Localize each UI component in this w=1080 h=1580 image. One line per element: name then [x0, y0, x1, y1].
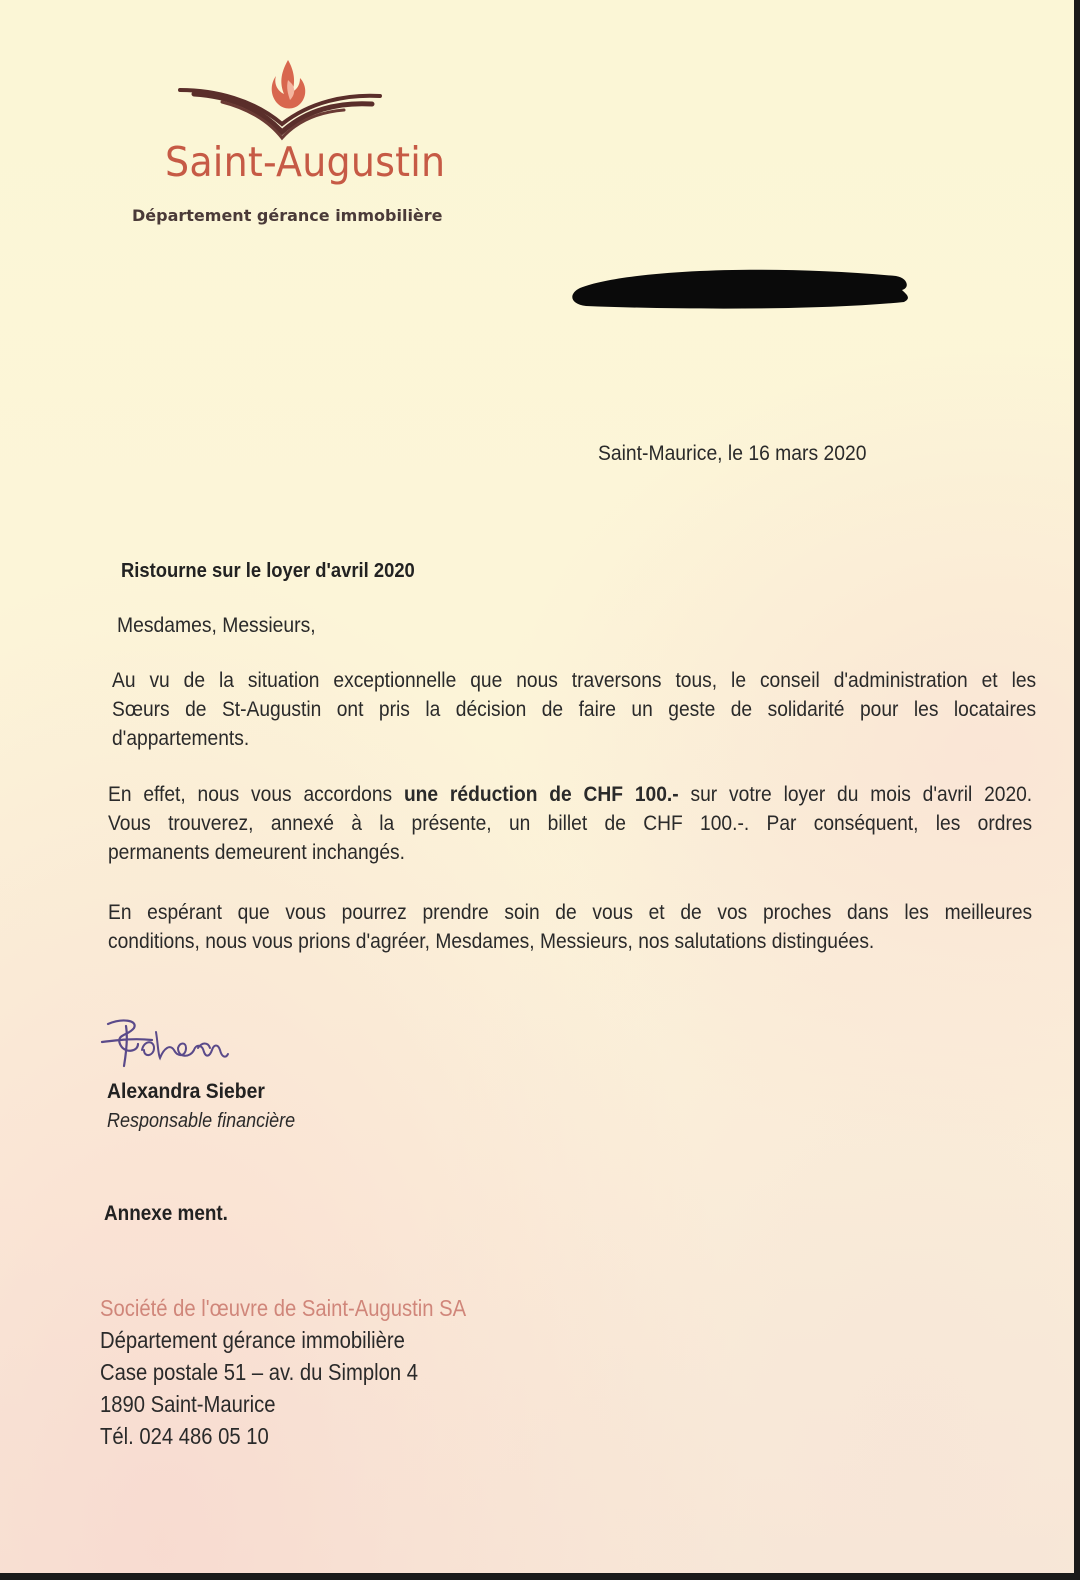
paragraph-3 — [108, 898, 1032, 956]
redacted-address — [566, 266, 912, 310]
annex-note: Annexe ment. — [104, 1202, 228, 1225]
footer-department: Département gérance immobilière — [100, 1327, 405, 1353]
signer-name: Alexandra Sieber — [107, 1080, 265, 1103]
paragraph-2-line-1-start: En effet, nous vous accordons — [108, 783, 404, 806]
footer-phone: Tél. 024 486 05 10 — [100, 1423, 269, 1449]
paragraph-3-line-1: En espérant que vous pourrez prendre soin de vous et de vos proches dans les meilleures — [108, 901, 1033, 924]
paragraph-1-line-1: Au vu de la situation exceptionnelle que nous traversons tous, le conseil d'administration et les — [112, 669, 1037, 692]
letter-subject: Ristourne sur le loyer d'avril 2020 — [121, 560, 415, 582]
brand-name: Saint-Augustin — [165, 138, 446, 186]
brand-department: Département gérance immobilière — [132, 206, 443, 225]
paragraph-1 — [112, 666, 1036, 753]
paragraph-2-line-2: Vous trouverez, annexé à la présente, un billet de CHF 100.-. Par conséquent, les ordres — [108, 812, 1033, 835]
paragraph-3-line-2: conditions, nous vous prions d'agréer, Mesdames, Messieurs, nos salutations distinguées. — [108, 930, 875, 953]
letter-date: Saint-Maurice, le 16 mars 2020 — [598, 442, 867, 465]
paragraph-2-line-3: permanents demeurent inchangés. — [108, 841, 405, 864]
paragraph-1-line-3: d'appartements. — [112, 727, 250, 750]
letter-greeting: Mesdames, Messieurs, — [117, 614, 316, 637]
handwritten-signature — [98, 1014, 244, 1072]
footer-address — [100, 1292, 466, 1452]
paragraph-2-line-1 — [108, 780, 1032, 809]
paragraph-2 — [108, 780, 1032, 867]
signer-role: Responsable financière — [107, 1110, 296, 1132]
paragraph-1-line-2: Sœurs de St-Augustin ont pris la décision de faire un geste de solidarité pour les locataires — [112, 698, 1037, 721]
footer-street: Case postale 51 – av. du Simplon 4 — [100, 1359, 419, 1385]
paragraph-2-line-1-end: sur votre loyer du mois d'avril 2020. — [678, 783, 1033, 806]
footer-company: Société de l'œuvre de Saint-Augustin SA — [100, 1295, 467, 1321]
footer-city: 1890 Saint-Maurice — [100, 1391, 276, 1417]
reduction-amount: une réduction de CHF 100.- — [403, 783, 679, 806]
saint-augustin-logo — [176, 50, 386, 146]
